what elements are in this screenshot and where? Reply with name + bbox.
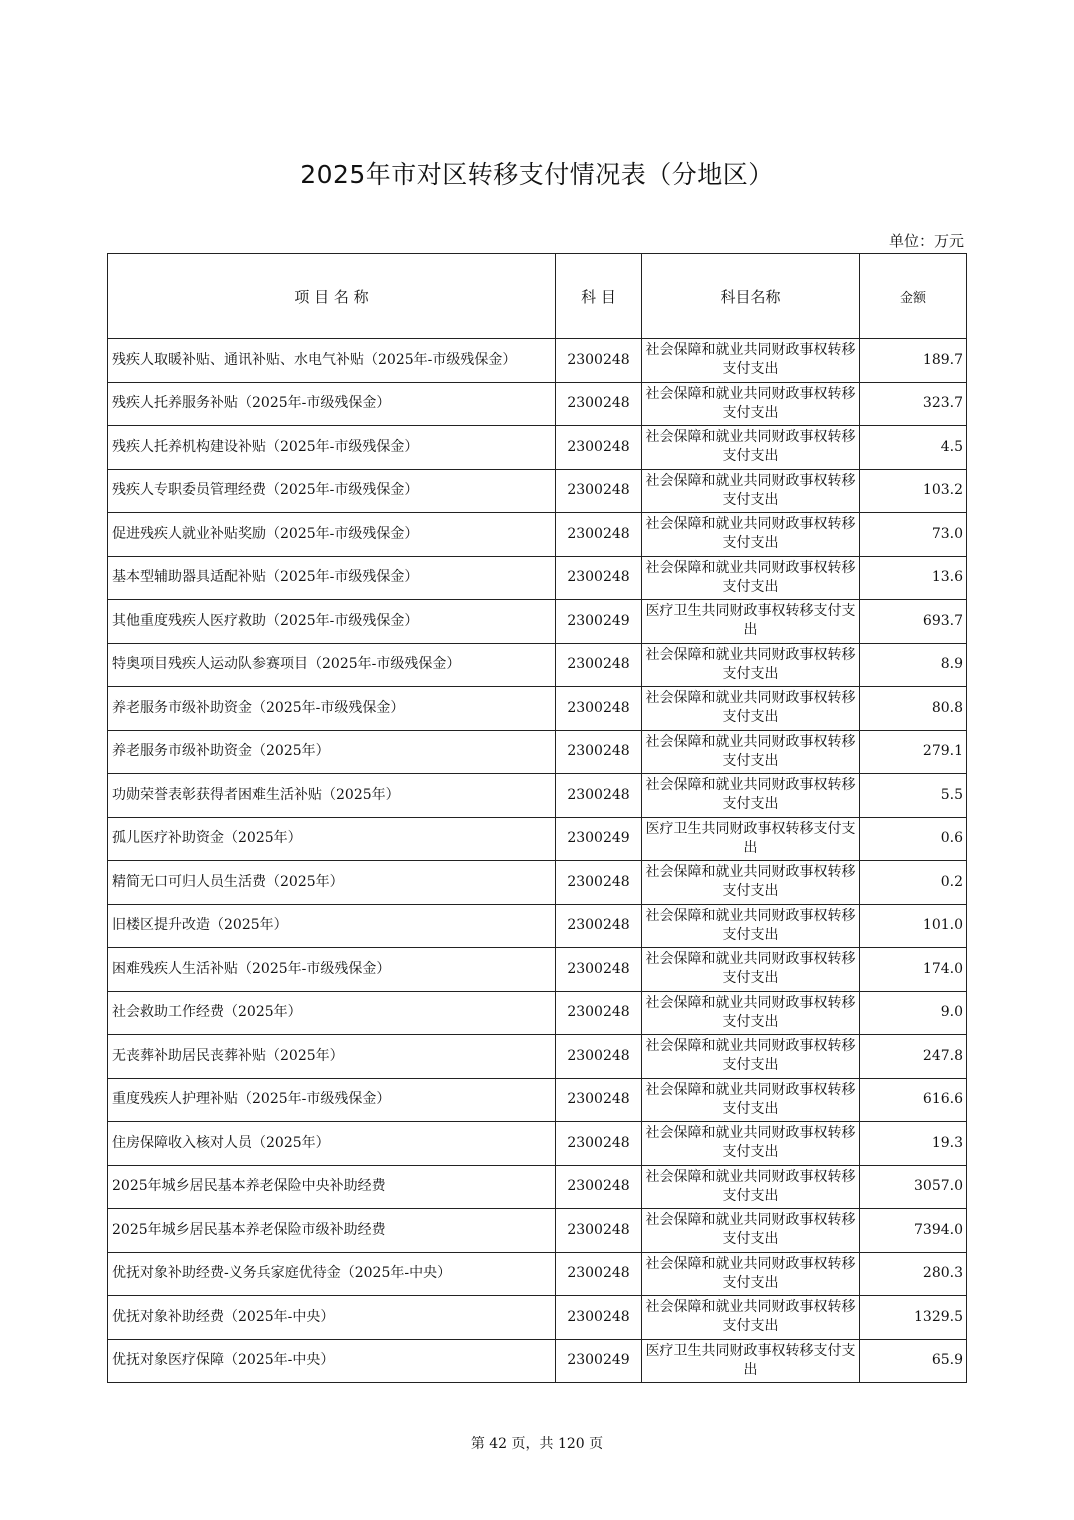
table-row	[108, 643, 967, 687]
amount-cell: 323.7	[860, 382, 967, 426]
subject-name-cell: 社会保障和就业共同财政事权转移支付支出	[642, 469, 860, 513]
table-row	[108, 687, 967, 731]
subject-code-cell: 2300248	[556, 687, 642, 731]
project-name-cell: 促进残疾人就业补贴奖励（2025年-市级残保金）	[108, 513, 556, 557]
subject-code-cell: 2300248	[556, 1122, 642, 1166]
amount-cell: 280.3	[860, 1252, 967, 1296]
page-title: 2025年市对区转移支付情况表（分地区）	[300, 160, 774, 189]
subject-name-cell: 社会保障和就业共同财政事权转移支付支出	[642, 730, 860, 774]
amount-cell: 616.6	[860, 1078, 967, 1122]
table-row	[108, 1296, 967, 1340]
subject-name-cell: 社会保障和就业共同财政事权转移支付支出	[642, 1035, 860, 1079]
header-code: 科 目	[556, 254, 642, 339]
project-name-cell: 2025年城乡居民基本养老保险市级补助经费	[108, 1209, 556, 1253]
unit-label: 单位：万元	[888, 232, 964, 250]
project-name-cell: 功勋荣誉表彰获得者困难生活补贴（2025年）	[108, 774, 556, 818]
subject-code-cell: 2300249	[556, 817, 642, 861]
subject-name-cell: 社会保障和就业共同财政事权转移支付支出	[642, 643, 860, 687]
project-name-cell: 孤儿医疗补助资金（2025年）	[108, 817, 556, 861]
table-row	[108, 469, 967, 513]
amount-cell: 174.0	[860, 948, 967, 992]
subject-code-cell: 2300248	[556, 469, 642, 513]
amount-cell: 7394.0	[860, 1209, 967, 1253]
amount-cell: 5.5	[860, 774, 967, 818]
amount-cell: 103.2	[860, 469, 967, 513]
project-name-cell: 困难残疾人生活补贴（2025年-市级残保金）	[108, 948, 556, 992]
subject-name-cell: 医疗卫生共同财政事权转移支付支出	[642, 1339, 860, 1383]
amount-cell: 4.5	[860, 426, 967, 470]
project-name-cell: 残疾人专职委员管理经费（2025年-市级残保金）	[108, 469, 556, 513]
project-name-cell: 基本型辅助器具适配补贴（2025年-市级残保金）	[108, 556, 556, 600]
amount-cell: 80.8	[860, 687, 967, 731]
subject-name-cell: 医疗卫生共同财政事权转移支付支出	[642, 600, 860, 644]
project-name-cell: 其他重度残疾人医疗救助（2025年-市级残保金）	[108, 600, 556, 644]
table-row	[108, 991, 967, 1035]
project-name-cell: 2025年城乡居民基本养老保险中央补助经费	[108, 1165, 556, 1209]
amount-cell: 65.9	[860, 1339, 967, 1383]
transfer-table	[107, 253, 967, 1383]
project-name-cell: 精简无口可归人员生活费（2025年）	[108, 861, 556, 905]
project-name-cell: 残疾人托养机构建设补贴（2025年-市级残保金）	[108, 426, 556, 470]
subject-name-cell: 社会保障和就业共同财政事权转移支付支出	[642, 382, 860, 426]
header-amount: 金额	[860, 254, 967, 339]
subject-code-cell: 2300249	[556, 1339, 642, 1383]
subject-code-cell: 2300248	[556, 339, 642, 383]
project-name-cell: 残疾人取暖补贴、通讯补贴、水电气补贴（2025年-市级残保金）	[108, 339, 556, 383]
amount-cell: 19.3	[860, 1122, 967, 1166]
amount-cell: 8.9	[860, 643, 967, 687]
amount-cell: 13.6	[860, 556, 967, 600]
amount-cell: 0.2	[860, 861, 967, 905]
table-row	[108, 556, 967, 600]
project-name-cell: 优抚对象补助经费（2025年-中央）	[108, 1296, 556, 1340]
table-row	[108, 600, 967, 644]
table-row	[108, 1339, 967, 1383]
amount-cell: 101.0	[860, 904, 967, 948]
amount-cell: 693.7	[860, 600, 967, 644]
subject-name-cell: 社会保障和就业共同财政事权转移支付支出	[642, 1252, 860, 1296]
table-row	[108, 382, 967, 426]
header-name: 项 目 名 称	[108, 254, 556, 339]
subject-name-cell: 社会保障和就业共同财政事权转移支付支出	[642, 556, 860, 600]
amount-cell: 247.8	[860, 1035, 967, 1079]
subject-name-cell: 社会保障和就业共同财政事权转移支付支出	[642, 991, 860, 1035]
subject-code-cell: 2300248	[556, 730, 642, 774]
amount-cell: 9.0	[860, 991, 967, 1035]
subject-code-cell: 2300248	[556, 513, 642, 557]
subject-code-cell: 2300248	[556, 861, 642, 905]
project-name-cell: 养老服务市级补助资金（2025年-市级残保金）	[108, 687, 556, 731]
subject-name-cell: 医疗卫生共同财政事权转移支付支出	[642, 817, 860, 861]
subject-code-cell: 2300248	[556, 1035, 642, 1079]
amount-cell: 3057.0	[860, 1165, 967, 1209]
amount-cell: 0.6	[860, 817, 967, 861]
subject-code-cell: 2300248	[556, 1078, 642, 1122]
table-row	[108, 1209, 967, 1253]
subject-code-cell: 2300248	[556, 1252, 642, 1296]
subject-code-cell: 2300248	[556, 643, 642, 687]
subject-name-cell: 社会保障和就业共同财政事权转移支付支出	[642, 1078, 860, 1122]
subject-code-cell: 2300248	[556, 382, 642, 426]
subject-name-cell: 社会保障和就业共同财政事权转移支付支出	[642, 861, 860, 905]
subject-code-cell: 2300248	[556, 948, 642, 992]
table-row	[108, 817, 967, 861]
subject-name-cell: 社会保障和就业共同财政事权转移支付支出	[642, 687, 860, 731]
subject-name-cell: 社会保障和就业共同财政事权转移支付支出	[642, 1296, 860, 1340]
subject-name-cell: 社会保障和就业共同财政事权转移支付支出	[642, 339, 860, 383]
amount-cell: 189.7	[860, 339, 967, 383]
project-name-cell: 优抚对象医疗保障（2025年-中央）	[108, 1339, 556, 1383]
project-name-cell: 住房保障收入核对人员（2025年）	[108, 1122, 556, 1166]
subject-name-cell: 社会保障和就业共同财政事权转移支付支出	[642, 774, 860, 818]
table-row	[108, 339, 967, 383]
header-subject: 科目名称	[642, 254, 860, 339]
table-row	[108, 1165, 967, 1209]
subject-code-cell: 2300248	[556, 556, 642, 600]
project-name-cell: 旧楼区提升改造（2025年）	[108, 904, 556, 948]
subject-name-cell: 社会保障和就业共同财政事权转移支付支出	[642, 1165, 860, 1209]
project-name-cell: 特奥项目残疾人运动队参赛项目（2025年-市级残保金）	[108, 643, 556, 687]
table-row	[108, 904, 967, 948]
amount-cell: 279.1	[860, 730, 967, 774]
table-row	[108, 1078, 967, 1122]
table-row	[108, 1035, 967, 1079]
table-row	[108, 426, 967, 470]
table-body	[108, 339, 967, 1383]
table-header-row	[108, 254, 967, 339]
page-footer: 第 42 页，共 120 页	[470, 1436, 604, 1452]
subject-name-cell: 社会保障和就业共同财政事权转移支付支出	[642, 513, 860, 557]
project-name-cell: 无丧葬补助居民丧葬补贴（2025年）	[108, 1035, 556, 1079]
subject-name-cell: 社会保障和就业共同财政事权转移支付支出	[642, 1122, 860, 1166]
amount-cell: 1329.5	[860, 1296, 967, 1340]
subject-code-cell: 2300248	[556, 774, 642, 818]
project-name-cell: 养老服务市级补助资金（2025年）	[108, 730, 556, 774]
subject-name-cell: 社会保障和就业共同财政事权转移支付支出	[642, 1209, 860, 1253]
table-row	[108, 861, 967, 905]
subject-code-cell: 2300249	[556, 600, 642, 644]
subject-name-cell: 社会保障和就业共同财政事权转移支付支出	[642, 904, 860, 948]
subject-code-cell: 2300248	[556, 426, 642, 470]
project-name-cell: 优抚对象补助经费-义务兵家庭优待金（2025年-中央）	[108, 1252, 556, 1296]
table-row	[108, 513, 967, 557]
subject-code-cell: 2300248	[556, 1296, 642, 1340]
project-name-cell: 重度残疾人护理补贴（2025年-市级残保金）	[108, 1078, 556, 1122]
project-name-cell: 残疾人托养服务补贴（2025年-市级残保金）	[108, 382, 556, 426]
subject-code-cell: 2300248	[556, 1165, 642, 1209]
table-row	[108, 1122, 967, 1166]
table-row	[108, 730, 967, 774]
project-name-cell: 社会救助工作经费（2025年）	[108, 991, 556, 1035]
subject-code-cell: 2300248	[556, 904, 642, 948]
subject-code-cell: 2300248	[556, 991, 642, 1035]
table-row	[108, 948, 967, 992]
subject-code-cell: 2300248	[556, 1209, 642, 1253]
table-row	[108, 774, 967, 818]
amount-cell: 73.0	[860, 513, 967, 557]
subject-name-cell: 社会保障和就业共同财政事权转移支付支出	[642, 948, 860, 992]
subject-name-cell: 社会保障和就业共同财政事权转移支付支出	[642, 426, 860, 470]
table-row	[108, 1252, 967, 1296]
